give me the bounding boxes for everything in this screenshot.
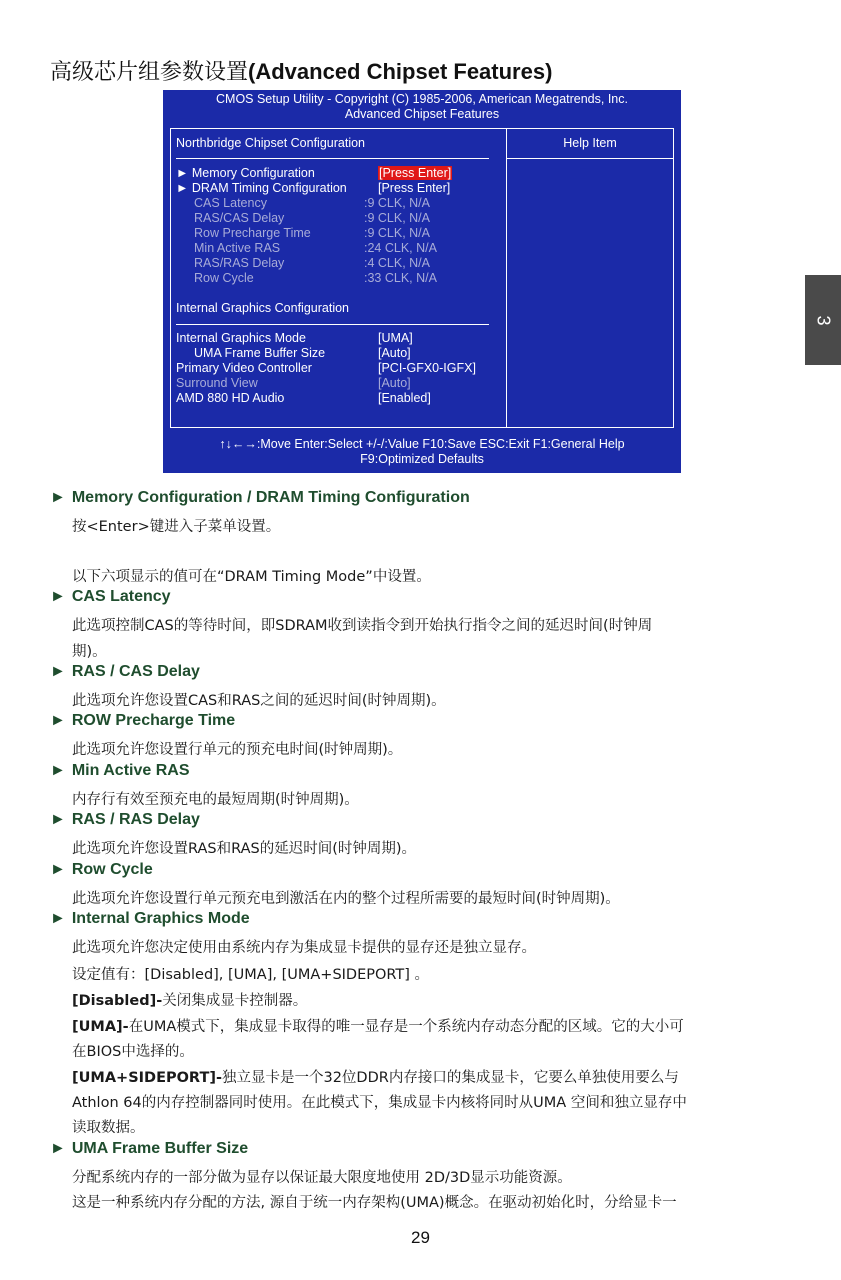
bios-value-primary-video[interactable]: [PCI-GFX0-IGFX] [378, 361, 476, 375]
bios-item-surround-view: Surround View [176, 376, 258, 390]
bios-help-panel [506, 128, 674, 428]
help-divider [507, 158, 673, 159]
bios-divider-1 [176, 158, 489, 159]
bios-value-row-precharge: :9 CLK, N/A [364, 226, 430, 240]
page-title-cn: 高级芯片组参数设置 [50, 60, 249, 85]
bios-value-cas-latency: :9 CLK, N/A [364, 196, 430, 210]
bios-header-line1: CMOS Setup Utility - Copyright (C) 1985-2006, American Megatrends, Inc. [216, 92, 628, 106]
section-row-cycle: ► Row Cycle [50, 861, 153, 878]
bios-footer-keys: ↑↓←→:Move Enter:Select +/-/:Value F10:Save ESC:Exit F1:General Help [219, 437, 625, 451]
bios-item-memory-configuration[interactable]: ► Memory Configuration [176, 166, 315, 180]
paragraph: 这是一种系统内存分配的方法, 源自于统一内存架构(UMA)概念。在驱动初始化时，分给显卡一 [72, 1195, 677, 1211]
bios-header [163, 92, 681, 122]
bios-item-primary-video[interactable]: Primary Video Controller [176, 361, 312, 375]
paragraph: 此选项允许您设置RAS和RAS的延迟时间(时钟周期)。 [72, 841, 417, 857]
section-internal-graphics-mode: ► Internal Graphics Mode [50, 910, 250, 927]
paragraph: [UMA]-在UMA模式下，集成显卡取得的唯一显存是一个系统内存动态分配的区域。它的大小可 [72, 1019, 684, 1035]
section-uma-frame-buffer: ► UMA Frame Buffer Size [50, 1140, 249, 1157]
paragraph: 内存行有效至预充电的最短周期(时钟周期)。 [72, 792, 359, 808]
bios-value-internal-graphics-mode[interactable]: [UMA] [378, 331, 413, 345]
bios-value-ras-ras-delay: :4 CLK, N/A [364, 256, 430, 270]
bios-value-row-cycle: :33 CLK, N/A [364, 271, 437, 285]
paragraph: 以下六项显示的值可在“DRAM Timing Mode”中设置。 [72, 569, 431, 585]
paragraph: [UMA+SIDEPORT]-独立显卡是一个32位DDR内存接口的集成显卡，它要么单独使用要么与 [72, 1070, 679, 1086]
bios-value-surround-view: [Auto] [378, 376, 411, 390]
bios-item-ras-ras-delay: RAS/RAS Delay [194, 256, 285, 270]
page-title-en: (Advanced Chipset Features) [248, 59, 553, 84]
section-ras-cas-delay: ► RAS / CAS Delay [50, 663, 200, 680]
bios-item-uma-frame-buffer[interactable]: UMA Frame Buffer Size [194, 346, 326, 360]
paragraph: 设定值有：[Disabled], [UMA], [UMA+SIDEPORT] 。 [72, 967, 430, 983]
paragraph: 在BIOS中选择的。 [72, 1044, 194, 1060]
bios-divider-2 [176, 324, 489, 325]
bios-value-min-active-ras: :24 CLK, N/A [364, 241, 437, 255]
bios-item-cas-latency: CAS Latency [194, 196, 267, 210]
bios-item-row-cycle: Row Cycle [194, 271, 254, 285]
paragraph: 此选项允许您设置行单元预充电到激活在内的整个过程所需要的最短时间(时钟周期)。 [72, 891, 620, 907]
paragraph: 读取数据。 [72, 1120, 145, 1136]
paragraph: 此选项允许您设置CAS和RAS之间的延迟时间(时钟周期)。 [72, 693, 446, 709]
paragraph: 此选项允许您决定使用由系统内存为集成显卡提供的显存还是独立显存。 [72, 940, 536, 956]
bios-item-row-precharge: Row Precharge Time [194, 226, 311, 240]
bios-item-ras-cas-delay: RAS/CAS Delay [194, 211, 285, 225]
paragraph: Athlon 64的内存控制器同时使用。在此模式下，集成显卡内核将同时从UMA 空间和独立显存中 [72, 1095, 687, 1111]
section-row-precharge: ► ROW Precharge Time [50, 712, 236, 729]
bios-value-ras-cas-delay: :9 CLK, N/A [364, 211, 430, 225]
paragraph: [Disabled]-关闭集成显卡控制器。 [72, 993, 308, 1009]
bios-item-hd-audio[interactable]: AMD 880 HD Audio [176, 391, 285, 405]
bios-item-internal-graphics-mode[interactable]: Internal Graphics Mode [176, 331, 306, 345]
bios-header-line2: Advanced Chipset Features [344, 107, 500, 121]
help-item-title: Help Item [563, 136, 617, 150]
section-min-active-ras: ► Min Active RAS [50, 762, 190, 779]
chapter-tab: 3 [805, 275, 841, 365]
bios-item-min-active-ras: Min Active RAS [194, 241, 281, 255]
bios-value-memory-configuration[interactable]: [Press Enter] [379, 166, 452, 180]
paragraph: 此选项允许您设置行单元的预充电时间(时钟周期)。 [72, 742, 403, 758]
bios-section-internal-graphics: Internal Graphics Configuration [176, 301, 350, 315]
bios-value-uma-frame-buffer[interactable]: [Auto] [378, 346, 411, 360]
section-ras-ras-delay: ► RAS / RAS Delay [50, 811, 200, 828]
paragraph: 期)。 [72, 644, 107, 660]
section-memory-configuration: ► Memory Configuration / DRAM Timing Configuration [50, 489, 470, 506]
bios-value-dram-timing[interactable]: [Press Enter] [378, 181, 451, 195]
page-title [50, 55, 552, 86]
bios-value-hd-audio[interactable]: [Enabled] [378, 391, 431, 405]
paragraph: 此选项控制CAS的等待时间，即SDRAM收到读指令到开始执行指令之间的延迟时间(时钟周 [72, 618, 653, 634]
section-cas-latency: ► CAS Latency [50, 588, 171, 605]
bios-footer-defaults: F9:Optimized Defaults [360, 452, 484, 466]
paragraph: 分配系统内存的一部分做为显存以保证最大限度地使用 2D/3D显示功能资源。 [72, 1170, 572, 1186]
paragraph: 按<Enter>键进入子菜单设置。 [72, 519, 281, 535]
bios-item-dram-timing[interactable]: ► DRAM Timing Configuration [176, 181, 347, 195]
page-number: 29 [411, 1228, 430, 1247]
bios-section-northbridge: Northbridge Chipset Configuration [176, 136, 365, 150]
